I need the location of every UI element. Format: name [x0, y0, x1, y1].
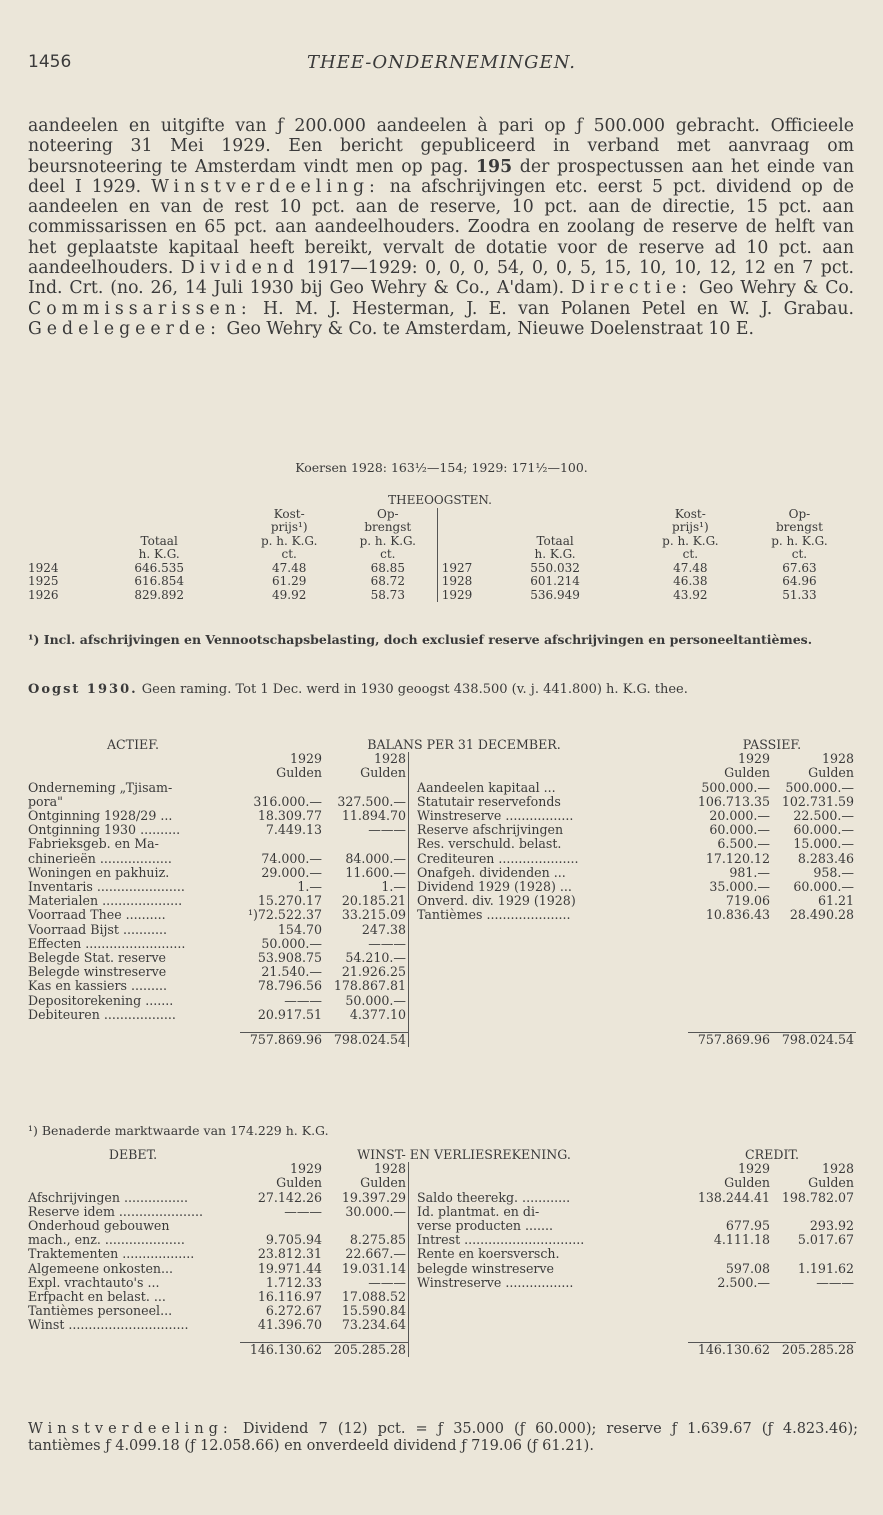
table-row	[26, 1205, 856, 1219]
table-row	[26, 951, 856, 965]
debet-heading: DEBET.	[108, 1147, 158, 1162]
amount-1928	[772, 1247, 856, 1261]
amount-1929	[688, 1290, 772, 1304]
table-row	[26, 823, 856, 837]
balans-total-1928: 798.024.54	[324, 1032, 409, 1047]
page-number: 1456	[28, 52, 72, 72]
year-cell: 1926	[28, 587, 59, 602]
amount-1928: 60.000.—	[793, 822, 854, 838]
theeoogsten-title: THEEOOGSTEN.	[388, 493, 492, 507]
table-row	[26, 1276, 856, 1290]
year-1928: 1928	[373, 751, 406, 767]
amount-1929: 138.244.41	[697, 1189, 770, 1205]
amount-1929: 677.95	[725, 1218, 770, 1234]
opbrengst-cell: 58.73	[370, 587, 405, 602]
line-item-label: Saldo theerekg. ............	[409, 1191, 640, 1205]
gulden-label: Gulden	[276, 765, 322, 781]
line-item-label: Algemeene onkosten...	[28, 1260, 174, 1276]
gulden-label: Gulden	[360, 765, 406, 781]
table-row	[26, 852, 856, 866]
line-item-label: Inventaris ......................	[28, 879, 185, 895]
oogst-1930-label: Oogst 1930.	[28, 682, 138, 697]
year-1929-right: 1929	[737, 751, 770, 767]
phkg-header-b: p. h. K.G.	[359, 533, 416, 548]
running-title: THEE-ONDERNEMINGEN.	[306, 52, 577, 73]
credit-heading: CREDIT.	[745, 1147, 799, 1162]
prijs-header: prijs¹)	[270, 520, 308, 534]
ct-unit-b: ct.	[380, 547, 396, 561]
amount-1929: ———	[284, 992, 322, 1008]
dividend-label: Dividend	[180, 258, 300, 279]
line-item-label: Depositorekening .......	[28, 992, 174, 1008]
line-item-label: Kas en kassiers .........	[28, 978, 168, 994]
amount-1928: 8.275.85	[349, 1232, 406, 1248]
line-item-label: Erfpacht en belast. ...	[28, 1289, 166, 1305]
ct-unit-2b: ct.	[791, 547, 808, 561]
amount-1928	[772, 951, 856, 965]
amount-1929: 19.971.44	[257, 1260, 322, 1276]
gedelegeerde-label: Gedelegeerde:	[28, 318, 221, 339]
table-row	[26, 1219, 856, 1233]
winst-total-right-1928: 205.285.28	[772, 1343, 856, 1358]
amount-1929: 20.917.51	[257, 1006, 322, 1022]
amount-1928	[324, 837, 409, 851]
gulden-label: Gulden	[808, 765, 854, 781]
amount-1929: 316.000.—	[253, 793, 322, 809]
table-row	[26, 908, 856, 922]
table-row	[26, 562, 854, 576]
line-item-label: Voorraad Thee ..........	[28, 907, 166, 923]
opbrengst-cell: 68.85	[370, 560, 405, 575]
hkg-unit: h. K.G.	[138, 547, 180, 561]
table-row	[26, 979, 856, 993]
table-row	[26, 965, 856, 979]
amount-1928: 54.210.—	[345, 950, 406, 966]
amount-1928: 178.867.81	[333, 978, 406, 994]
amount-1928: 30.000.—	[345, 1203, 406, 1219]
amount-1929: 7.449.13	[265, 822, 322, 838]
balans-total-1929: 757.869.96	[240, 1032, 324, 1047]
amount-1928: 5.017.67	[797, 1232, 854, 1248]
amount-1928: 20.185.21	[341, 893, 406, 909]
amount-1929: 74.000.—	[261, 850, 322, 866]
line-item-label: Effecten .........................	[28, 935, 186, 951]
line-item-label: Onderneming „Tjisam-	[28, 779, 173, 795]
winst-total-1928: 205.285.28	[324, 1343, 409, 1358]
amount-1929	[688, 1318, 772, 1332]
final-winst-label: Winstverdeeling:	[28, 1421, 233, 1437]
line-item-label: Traktementen ..................	[28, 1246, 195, 1262]
line-item-label: Res. verschuld. belast.	[409, 837, 640, 851]
amount-1929: 597.08	[725, 1260, 770, 1276]
table-row	[26, 795, 856, 809]
line-item-label: Rente en koersversch.	[409, 1247, 640, 1261]
para-text-5: Geo Wehry & Co.	[692, 278, 855, 299]
balans-table	[26, 738, 856, 1047]
kostprijs-cell: 61.29	[272, 574, 307, 588]
table-row	[26, 1262, 856, 1276]
line-item-label: Dividend 1929 (1928) ...	[409, 880, 640, 894]
amount-1929	[688, 1008, 772, 1022]
amount-1929: 15.270.17	[257, 893, 322, 909]
amount-1929: 18.309.77	[257, 808, 322, 824]
amount-1929: 106.713.35	[697, 793, 770, 809]
gulden-label: Gulden	[724, 1175, 770, 1191]
table-row	[26, 880, 856, 894]
amount-1928: 84.000.—	[345, 850, 406, 866]
oogsten-footnote: ¹) Incl. afschrijvingen en Vennootschapsbelasting, doch exclusief reserve afschrijvingen en personeeltantièmes.	[28, 632, 813, 647]
line-item-label: Ontginning 1930 ..........	[28, 822, 181, 838]
line-item-label: belegde winstreserve	[409, 1262, 640, 1276]
amount-1928	[324, 781, 409, 795]
line-item-label: Intrest ..............................	[409, 1233, 640, 1247]
amount-1929	[688, 937, 772, 951]
amount-1929: 6.272.67	[265, 1303, 322, 1319]
amount-1929: 2.500.—	[717, 1274, 770, 1290]
table-row	[26, 809, 856, 823]
amount-1928	[772, 923, 856, 937]
amount-1928: 1.191.62	[797, 1260, 854, 1276]
line-item-label	[409, 1290, 640, 1304]
table-row	[26, 781, 856, 795]
amount-1928: 33.215.09	[341, 907, 406, 923]
amount-1928: 19.031.14	[341, 1260, 406, 1276]
amount-1929: 9.705.94	[265, 1232, 322, 1248]
amount-1929: ———	[284, 1203, 322, 1219]
table-row	[26, 894, 856, 908]
amount-1929	[688, 923, 772, 937]
line-item-label: Belegde Stat. reserve	[28, 950, 167, 966]
totaal-cell: 829.892	[134, 587, 184, 602]
page-header	[28, 52, 855, 78]
line-item-label	[409, 1304, 640, 1318]
amount-1928: 958.—	[813, 864, 854, 880]
opbrengst-cell: 64.96	[782, 574, 817, 588]
line-item-label	[409, 994, 640, 1008]
amount-1928: 1.—	[381, 879, 406, 895]
line-item-label	[409, 965, 640, 979]
kost-header: Kost-	[273, 506, 305, 521]
balans-total-right-1929: 757.869.96	[688, 1032, 772, 1047]
amount-1929	[240, 837, 324, 851]
year-1928-right: 1928	[821, 751, 854, 767]
table-row	[26, 866, 856, 880]
totaal-header-2: Totaal	[536, 533, 574, 548]
amount-1928: 500.000.—	[785, 779, 854, 795]
op-header: Op-	[376, 506, 399, 521]
line-item-label: chinerieën ..................	[28, 850, 172, 866]
winst-title: WINST- EN VERLIESREKENING.	[357, 1147, 571, 1162]
table-row	[26, 1008, 856, 1022]
amount-1928: 19.397.29	[341, 1189, 406, 1205]
amount-1928: 22.500.—	[793, 808, 854, 824]
amount-1928: ———	[368, 935, 406, 951]
kostprijs-cell: 47.48	[673, 560, 708, 575]
totaal-cell: 601.214	[530, 574, 580, 588]
directie-label: Directie:	[571, 278, 693, 299]
line-item-label: Onverd. div. 1929 (1928)	[409, 894, 640, 908]
para-text-4: 1917—1929: 0, 0, 0, 54, 0, 0, 5, 15, 10, 10, 12, 12 en 7 pct. Ind. Crt. (no. 26, 14 Juli 1930 bij Geo Wehry & Co., A'dam).	[28, 258, 854, 299]
line-item-label: Onderhoud gebouwen	[28, 1218, 170, 1234]
opbrengst-cell: 68.72	[370, 574, 405, 588]
amount-1928	[772, 1304, 856, 1318]
table-row	[26, 1290, 856, 1304]
page-reference: 195	[476, 156, 513, 177]
line-item-label	[409, 951, 640, 965]
winst-total-right-1929: 146.130.62	[688, 1343, 772, 1358]
amount-1929	[240, 1219, 324, 1233]
passief-heading: PASSIEF.	[742, 737, 802, 752]
line-item-label: Reserve afschrijvingen	[409, 823, 640, 837]
amount-1929: 53.908.75	[257, 950, 322, 966]
amount-1928: 247.38	[361, 921, 406, 937]
amount-1929: 35.000.—	[709, 879, 770, 895]
amount-1929: 23.812.31	[257, 1246, 322, 1262]
amount-1929: 78.796.56	[257, 978, 322, 994]
kostprijs-cell: 47.48	[272, 560, 307, 575]
line-item-label	[409, 1318, 640, 1332]
commissarissen-label: Commissarissen:	[28, 298, 252, 319]
amount-1929	[688, 1205, 772, 1219]
amount-1929: ¹)72.522.37	[247, 907, 322, 923]
line-item-label: Belegde winstreserve	[28, 964, 167, 980]
brengst-header-2: brengst	[775, 520, 823, 534]
line-item-label: Reserve idem .....................	[28, 1203, 203, 1219]
amount-1929: 154.70	[277, 921, 322, 937]
amount-1929: 4.111.18	[713, 1232, 770, 1248]
table-row	[26, 837, 856, 851]
amount-1928: 21.926.25	[341, 964, 406, 980]
line-item-label	[409, 937, 640, 951]
phkg-header-2b: p. h. K.G.	[771, 533, 828, 548]
balans-title: BALANS PER 31 DECEMBER.	[367, 737, 561, 752]
year-1929: 1929	[289, 751, 322, 767]
line-item-label	[409, 979, 640, 993]
amount-1928: ———	[368, 822, 406, 838]
line-item-label: Materialen ....................	[28, 893, 183, 909]
amount-1929: 21.540.—	[261, 964, 322, 980]
amount-1928: 28.490.28	[789, 907, 854, 923]
amount-1928: 15.000.—	[793, 836, 854, 852]
op-header-2: Op-	[788, 506, 811, 521]
gulden-label: Gulden	[808, 1175, 854, 1191]
amount-1929	[688, 979, 772, 993]
table-row	[26, 1191, 856, 1205]
kostprijs-cell: 46.38	[673, 574, 708, 588]
year-cell: 1925	[28, 574, 59, 588]
amount-1929	[688, 965, 772, 979]
totaal-cell: 616.854	[134, 574, 184, 588]
amount-1929: 27.142.26	[257, 1189, 322, 1205]
line-item-label: Winstreserve .................	[409, 809, 640, 823]
line-item-label	[409, 923, 640, 937]
amount-1928: 11.600.—	[345, 864, 406, 880]
amount-1928: 11.894.70	[341, 808, 406, 824]
year-1928-right: 1928	[821, 1161, 854, 1177]
actief-heading: ACTIEF.	[106, 737, 160, 752]
kostprijs-cell: 49.92	[272, 587, 307, 602]
table-row	[26, 923, 856, 937]
amount-1928: ———	[816, 1274, 854, 1290]
line-item-label: Debiteuren ..................	[28, 1006, 176, 1022]
amount-1928	[772, 1318, 856, 1332]
final-winstverdeeling	[28, 1421, 858, 1455]
year-1929: 1929	[289, 1161, 322, 1177]
balans-total-right-1928: 798.024.54	[772, 1032, 856, 1047]
amount-1929: 41.396.70	[257, 1317, 322, 1333]
phkg-header-2: p. h. K.G.	[662, 533, 719, 548]
para-text-3: na afschrijvingen etc. eerst 5 pct. dividend op de aandeelen en van de rest 10 pct. aan de reserve, 10 pct. aan de directie, 15 pct. aan commissarissen en 65 pct. aan aandeelhouders. Zoodra en zoolang de reserve de helft van het geplaatste kapitaal heeft bereikt, vervalt de dotatie voor de reserve ad 10 pct. aan aandeelhouders.	[28, 176, 854, 279]
hkg-unit-2: h. K.G.	[534, 547, 576, 561]
line-item-label: Woningen en pakhuiz.	[28, 864, 170, 880]
amount-1929: 6.500.—	[717, 836, 770, 852]
totaal-cell: 550.032	[530, 560, 580, 575]
line-item-label: Aandeelen kapitaal ...	[409, 781, 640, 795]
amount-1928	[772, 1290, 856, 1304]
year-cell: 1929	[438, 589, 475, 603]
line-item-label: Tantièmes personeel...	[28, 1303, 173, 1319]
amount-1929	[688, 1247, 772, 1261]
balans-footnote: ¹) Benaderde marktwaarde van 174.229 h. K.G.	[28, 1123, 329, 1138]
table-row	[26, 1233, 856, 1247]
koersen-line: Koersen 1928: 163½—154; 1929: 171½—100.	[295, 460, 588, 475]
amount-1928	[772, 937, 856, 951]
gulden-label: Gulden	[360, 1175, 406, 1191]
gulden-label: Gulden	[724, 765, 770, 781]
opbrengst-cell: 51.33	[782, 587, 817, 602]
amount-1928: ———	[368, 1274, 406, 1290]
amount-1928: 22.667.—	[345, 1246, 406, 1262]
year-1928: 1928	[373, 1161, 406, 1177]
amount-1929: 719.06	[725, 893, 770, 909]
amount-1928: 15.590.84	[341, 1303, 406, 1319]
line-item-label: Expl. vrachtauto's ...	[28, 1274, 160, 1290]
table-row	[26, 994, 856, 1008]
theeoogsten-table	[26, 494, 854, 602]
amount-1929	[688, 1304, 772, 1318]
amount-1929: 1.—	[297, 879, 322, 895]
amount-1928: 102.731.59	[781, 793, 854, 809]
kost-header-2: Kost-	[674, 506, 706, 521]
line-item-label: Ontginning 1928/29 ...	[28, 808, 173, 824]
kostprijs-cell: 43.92	[673, 587, 708, 602]
table-row	[26, 575, 854, 589]
amount-1929: 29.000.—	[261, 864, 322, 880]
line-item-label: Crediteuren ....................	[409, 852, 640, 866]
amount-1929	[240, 781, 324, 795]
amount-1929: 17.120.12	[705, 850, 770, 866]
totaal-header: Totaal	[140, 533, 178, 548]
line-item-label: mach., enz. ....................	[28, 1232, 185, 1248]
amount-1928: 8.283.46	[797, 850, 854, 866]
winst-total-1929: 146.130.62	[240, 1343, 324, 1358]
amount-1929: 60.000.—	[709, 822, 770, 838]
table-row	[26, 589, 854, 603]
gulden-label: Gulden	[276, 1175, 322, 1191]
line-item-label: Tantièmes .....................	[409, 908, 640, 922]
line-item-label: Winst ..............................	[28, 1317, 189, 1333]
amount-1928	[772, 1008, 856, 1022]
amount-1929: 10.836.43	[705, 907, 770, 923]
oogst-1930-note	[28, 682, 858, 698]
company-paragraph	[28, 116, 854, 339]
para-text-1: aandeelen en uitgifte van ƒ 200.000 aandeelen à pari op ƒ 500.000 gebracht. Officieele noteering 31 Mei 1929. Een bericht gepubliceerd in verband met aanvraag om beursnoteering te Amsterdam vindt men op pag.	[28, 116, 854, 177]
winstverdeeling-label: Winstverdeeling:	[151, 176, 380, 197]
table-row	[26, 1304, 856, 1318]
line-item-label: Afschrijvingen ................	[28, 1189, 189, 1205]
line-item-label	[409, 1008, 640, 1022]
amount-1929: 50.000.—	[261, 935, 322, 951]
oogst-1930-text: Geen raming. Tot 1 Dec. werd in 1930 geoogst 438.500 (v. j. 441.800) h. K.G. thee.	[137, 682, 688, 697]
amount-1928	[772, 979, 856, 993]
amount-1928	[772, 965, 856, 979]
phkg-header: p. h. K.G.	[260, 533, 318, 548]
table-row	[26, 1318, 856, 1332]
para-text-7: Geo Wehry & Co. te Amsterdam, Nieuwe Doelenstraat 10 E.	[220, 318, 754, 339]
para-text-6: H. M. J. Hesterman, J. E. van Polanen Petel en W. J. Grabau.	[251, 298, 854, 319]
amount-1929	[688, 951, 772, 965]
amount-1928: 198.782.07	[781, 1189, 854, 1205]
amount-1928: 4.377.10	[349, 1006, 406, 1022]
line-item-label: Winstreserve .................	[409, 1276, 640, 1290]
year-cell: 1928	[438, 575, 475, 589]
opbrengst-cell: 67.63	[782, 560, 817, 575]
amount-1929: 1.712.33	[265, 1274, 322, 1290]
year-1929-right: 1929	[737, 1161, 770, 1177]
amount-1929	[688, 994, 772, 1008]
amount-1928	[324, 1219, 409, 1233]
line-item-label: Id. plantmat. en di-	[409, 1205, 640, 1219]
amount-1929: 20.000.—	[709, 808, 770, 824]
prijs-header-2: prijs¹)	[672, 520, 709, 534]
amount-1928: 50.000.—	[345, 992, 406, 1008]
amount-1929: 981.—	[729, 864, 770, 880]
winst-verlies-table	[26, 1148, 856, 1357]
amount-1928: 73.234.64	[341, 1317, 406, 1333]
ct-unit: ct.	[281, 547, 297, 561]
line-item-label: verse producten .......	[409, 1219, 640, 1233]
amount-1929: 500.000.—	[701, 779, 770, 795]
line-item-label: Onafgeh. dividenden ...	[409, 866, 640, 880]
table-row	[26, 937, 856, 951]
year-cell: 1927	[438, 562, 475, 576]
amount-1928	[772, 1205, 856, 1219]
line-item-label: pora"	[28, 793, 63, 809]
table-row	[26, 1247, 856, 1261]
year-cell: 1924	[28, 560, 59, 575]
final-winst-text: Dividend 7 (12) pct. = ƒ 35.000 (ƒ 60.000); reserve ƒ 1.639.67 (ƒ 4.823.46); tantièmes ƒ 4.099.18 (ƒ 12.058.66) en onverdeeld dividend ƒ 719.06 (ƒ 61.21).	[28, 1421, 858, 1454]
amount-1928: 17.088.52	[341, 1289, 406, 1305]
line-item-label: Voorraad Bijst ...........	[28, 921, 167, 937]
totaal-cell: 536.949	[530, 587, 580, 602]
amount-1929: 16.116.97	[257, 1289, 322, 1305]
amount-1928: 293.92	[809, 1218, 854, 1234]
amount-1928	[772, 994, 856, 1008]
brengst-header: brengst	[364, 520, 412, 534]
line-item-label: Statutair reservefonds	[409, 795, 640, 809]
totaal-cell: 646.535	[134, 560, 184, 575]
amount-1928: 60.000.—	[793, 879, 854, 895]
para-text-2: der prospectussen aan het einde van deel I 1929.	[28, 156, 854, 197]
line-item-label: Fabrieksgeb. en Ma-	[28, 836, 159, 852]
amount-1928: 61.21	[817, 893, 854, 909]
ct-unit-2: ct.	[682, 547, 699, 561]
amount-1928: 327.500.—	[337, 793, 406, 809]
